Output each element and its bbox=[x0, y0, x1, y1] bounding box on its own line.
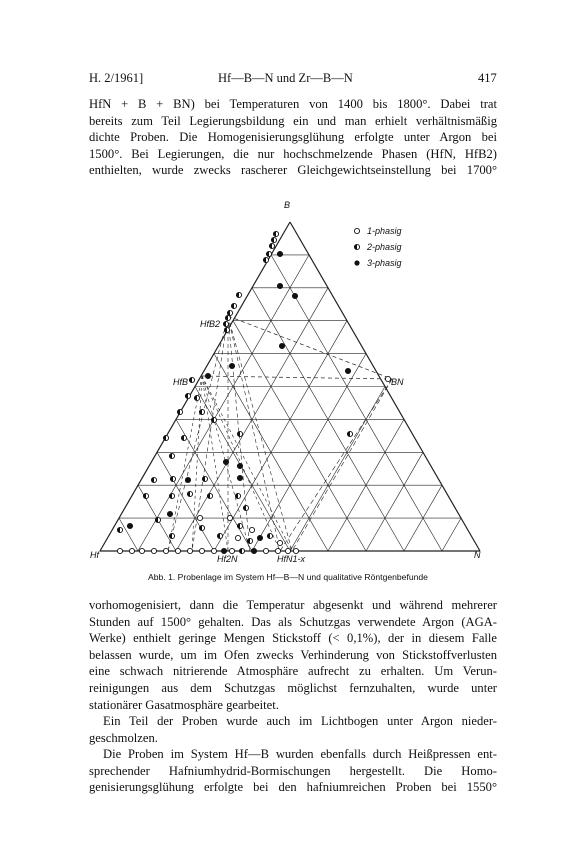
page-number: 417 bbox=[478, 71, 497, 85]
sample-point bbox=[202, 476, 207, 481]
sample-point bbox=[155, 517, 160, 522]
sample-point bbox=[277, 283, 282, 288]
sample-point bbox=[277, 251, 282, 256]
vertex-label-b: B bbox=[284, 200, 291, 210]
sample-point bbox=[235, 535, 240, 540]
sample-point bbox=[223, 459, 228, 464]
sample-point bbox=[229, 548, 234, 553]
sample-point bbox=[151, 548, 156, 553]
sample-point bbox=[251, 548, 256, 553]
sample-point bbox=[194, 395, 199, 400]
sample-point bbox=[267, 533, 272, 538]
sample-point bbox=[170, 476, 175, 481]
sample-point bbox=[273, 231, 278, 236]
sample-point bbox=[205, 373, 210, 378]
text-line: stationärer Gasatmosphäre gearbeitet. bbox=[89, 697, 279, 712]
sample-points bbox=[117, 231, 390, 553]
text-line: Die Proben im System Hf—B wurden ebenfalls durch Heißpressen ent- bbox=[103, 747, 497, 761]
legend-marker-half bbox=[354, 244, 359, 249]
sample-point bbox=[285, 548, 290, 553]
text-line: 1500°. Bei Legierungen, die nur hochschmelzende Phasen (HfN, HfB2) bbox=[89, 146, 497, 161]
sample-point bbox=[207, 493, 212, 498]
sample-point bbox=[227, 310, 232, 315]
vertex-label-n: N bbox=[474, 550, 481, 560]
legend-marker-filled bbox=[354, 260, 359, 265]
sample-point bbox=[143, 493, 148, 498]
running-header-title: Hf—B—N und Zr—B—N bbox=[218, 71, 353, 85]
sample-point bbox=[235, 493, 240, 498]
sample-point bbox=[181, 435, 186, 440]
sample-point bbox=[177, 409, 182, 414]
sample-point bbox=[237, 431, 242, 436]
sample-point bbox=[169, 533, 174, 538]
sample-point bbox=[247, 538, 252, 543]
sample-point bbox=[345, 368, 350, 373]
sample-point bbox=[117, 527, 122, 532]
sample-point bbox=[187, 548, 192, 553]
running-header-left: H. 2/1961] bbox=[89, 71, 144, 85]
sample-point bbox=[167, 511, 172, 516]
sample-point bbox=[269, 243, 274, 248]
vertex-label-hf: Hf bbox=[90, 550, 99, 560]
phase-label-hfb: HfB bbox=[173, 377, 189, 387]
sample-point bbox=[279, 343, 284, 348]
sample-point bbox=[211, 548, 216, 553]
text-line: belassen wurde, um im Ofen zwecks Verhinderung von Stickstoffverlusten bbox=[89, 647, 497, 662]
sample-point bbox=[185, 393, 190, 398]
sample-point bbox=[163, 435, 168, 440]
phase-label-hfb2: HfB2 bbox=[200, 319, 221, 329]
legend bbox=[354, 226, 401, 268]
sample-point bbox=[237, 463, 242, 468]
sample-point bbox=[117, 548, 122, 553]
sample-point bbox=[185, 477, 190, 482]
text-line: bereits zum Teil Legierungsbildung ein und man erhielt verhältnismäßig bbox=[89, 113, 497, 128]
legend-label: 1-phasig bbox=[367, 226, 402, 236]
sample-point bbox=[229, 363, 234, 368]
text-line: Ein Teil der Proben wurde auch im Lichtbogen unter Argon nieder- bbox=[103, 714, 497, 728]
sample-point bbox=[292, 293, 297, 298]
text-line: HfN + B + BN) bei Temperaturen von 1400 bis 1800°. Dabei trat bbox=[89, 97, 497, 111]
sample-point bbox=[175, 548, 180, 553]
paragraph-hf-b-system bbox=[89, 746, 497, 796]
phase-label-hf2n: Hf2N bbox=[217, 554, 238, 564]
text-line: sprechender Hafniumhydrid-Bormischungen hergestellt. Die Homo- bbox=[89, 763, 497, 778]
sample-point bbox=[151, 477, 156, 482]
sample-point bbox=[127, 523, 132, 528]
sample-point bbox=[221, 548, 226, 553]
sample-point bbox=[231, 303, 236, 308]
diagram-grid bbox=[100, 222, 480, 551]
sample-point bbox=[199, 548, 204, 553]
legend-label: 2-phasig bbox=[367, 242, 402, 252]
sample-point bbox=[257, 535, 262, 540]
sample-point bbox=[187, 491, 192, 496]
sample-point bbox=[263, 257, 268, 262]
text-line: vorhomogenisiert, dann die Temperatur abgesenkt und während mehrerer bbox=[89, 598, 497, 612]
sample-point bbox=[277, 540, 282, 545]
sample-point bbox=[189, 377, 194, 382]
sample-point bbox=[211, 417, 216, 422]
sample-point bbox=[243, 505, 248, 510]
text-line: reinigungen aus dem Schutzgas möglichst fernzuhalten, wurde unter bbox=[89, 680, 497, 695]
sample-point bbox=[169, 493, 174, 498]
text-line: enthielten, wurde zwecks rascherer Gleichgewichtseinstellung bei 1700° bbox=[89, 163, 497, 178]
sample-point bbox=[199, 409, 204, 414]
sample-point bbox=[237, 523, 242, 528]
paragraph-homogenization bbox=[89, 597, 497, 713]
sample-point bbox=[227, 515, 232, 520]
sample-point bbox=[139, 548, 144, 553]
sample-point bbox=[129, 548, 134, 553]
sample-point bbox=[293, 548, 298, 553]
sample-point bbox=[225, 315, 230, 320]
sample-point bbox=[197, 515, 202, 520]
sample-point bbox=[266, 251, 271, 256]
sample-point bbox=[239, 548, 244, 553]
sample-point bbox=[271, 237, 276, 242]
text-line: geschmolzen. bbox=[89, 730, 158, 745]
sample-point bbox=[224, 327, 229, 332]
sample-point bbox=[236, 292, 241, 297]
sample-point bbox=[347, 431, 352, 436]
sample-point bbox=[237, 475, 242, 480]
sample-point bbox=[199, 525, 204, 530]
text-line: Stunden auf 1500° gehalten. Das als Schutzgas verwendete Argon (AGA- bbox=[89, 614, 497, 629]
text-line: dichte Proben. Die Homogenisierungsglühung erfolgte unter Argon bei bbox=[89, 130, 497, 145]
sample-point bbox=[217, 533, 222, 538]
phase-label-hfn: HfN1-x bbox=[277, 554, 306, 564]
figure-caption: Abb. 1. Probenlage im System Hf—B—N und qualitative Röntgenbefunde bbox=[148, 572, 428, 582]
sample-point bbox=[263, 548, 268, 553]
text-line: eine schwach nitrierende Atmosphäre aufrecht zu erhalten. Um Verun- bbox=[89, 664, 497, 679]
ternary-phase-diagram bbox=[80, 196, 500, 576]
legend-label: 3-phasig bbox=[367, 258, 402, 268]
sample-point bbox=[169, 453, 174, 458]
sample-point bbox=[223, 321, 228, 326]
sample-point bbox=[275, 548, 280, 553]
text-line: Werke) enthielt geringe Mengen Stickstoff (< 0,1%), der in diesem Falle bbox=[89, 631, 497, 646]
sample-point bbox=[163, 548, 168, 553]
text-line: genisierungsglühung erfolgte bei den hafniumreichen Proben bei 1550° bbox=[89, 780, 497, 795]
legend-marker-open bbox=[354, 228, 359, 233]
sample-point bbox=[249, 527, 254, 532]
paragraph-intro bbox=[89, 96, 497, 179]
paragraph-arc-melting bbox=[89, 713, 497, 746]
sample-point bbox=[385, 376, 390, 381]
phase-label-bn: BN bbox=[391, 377, 404, 387]
